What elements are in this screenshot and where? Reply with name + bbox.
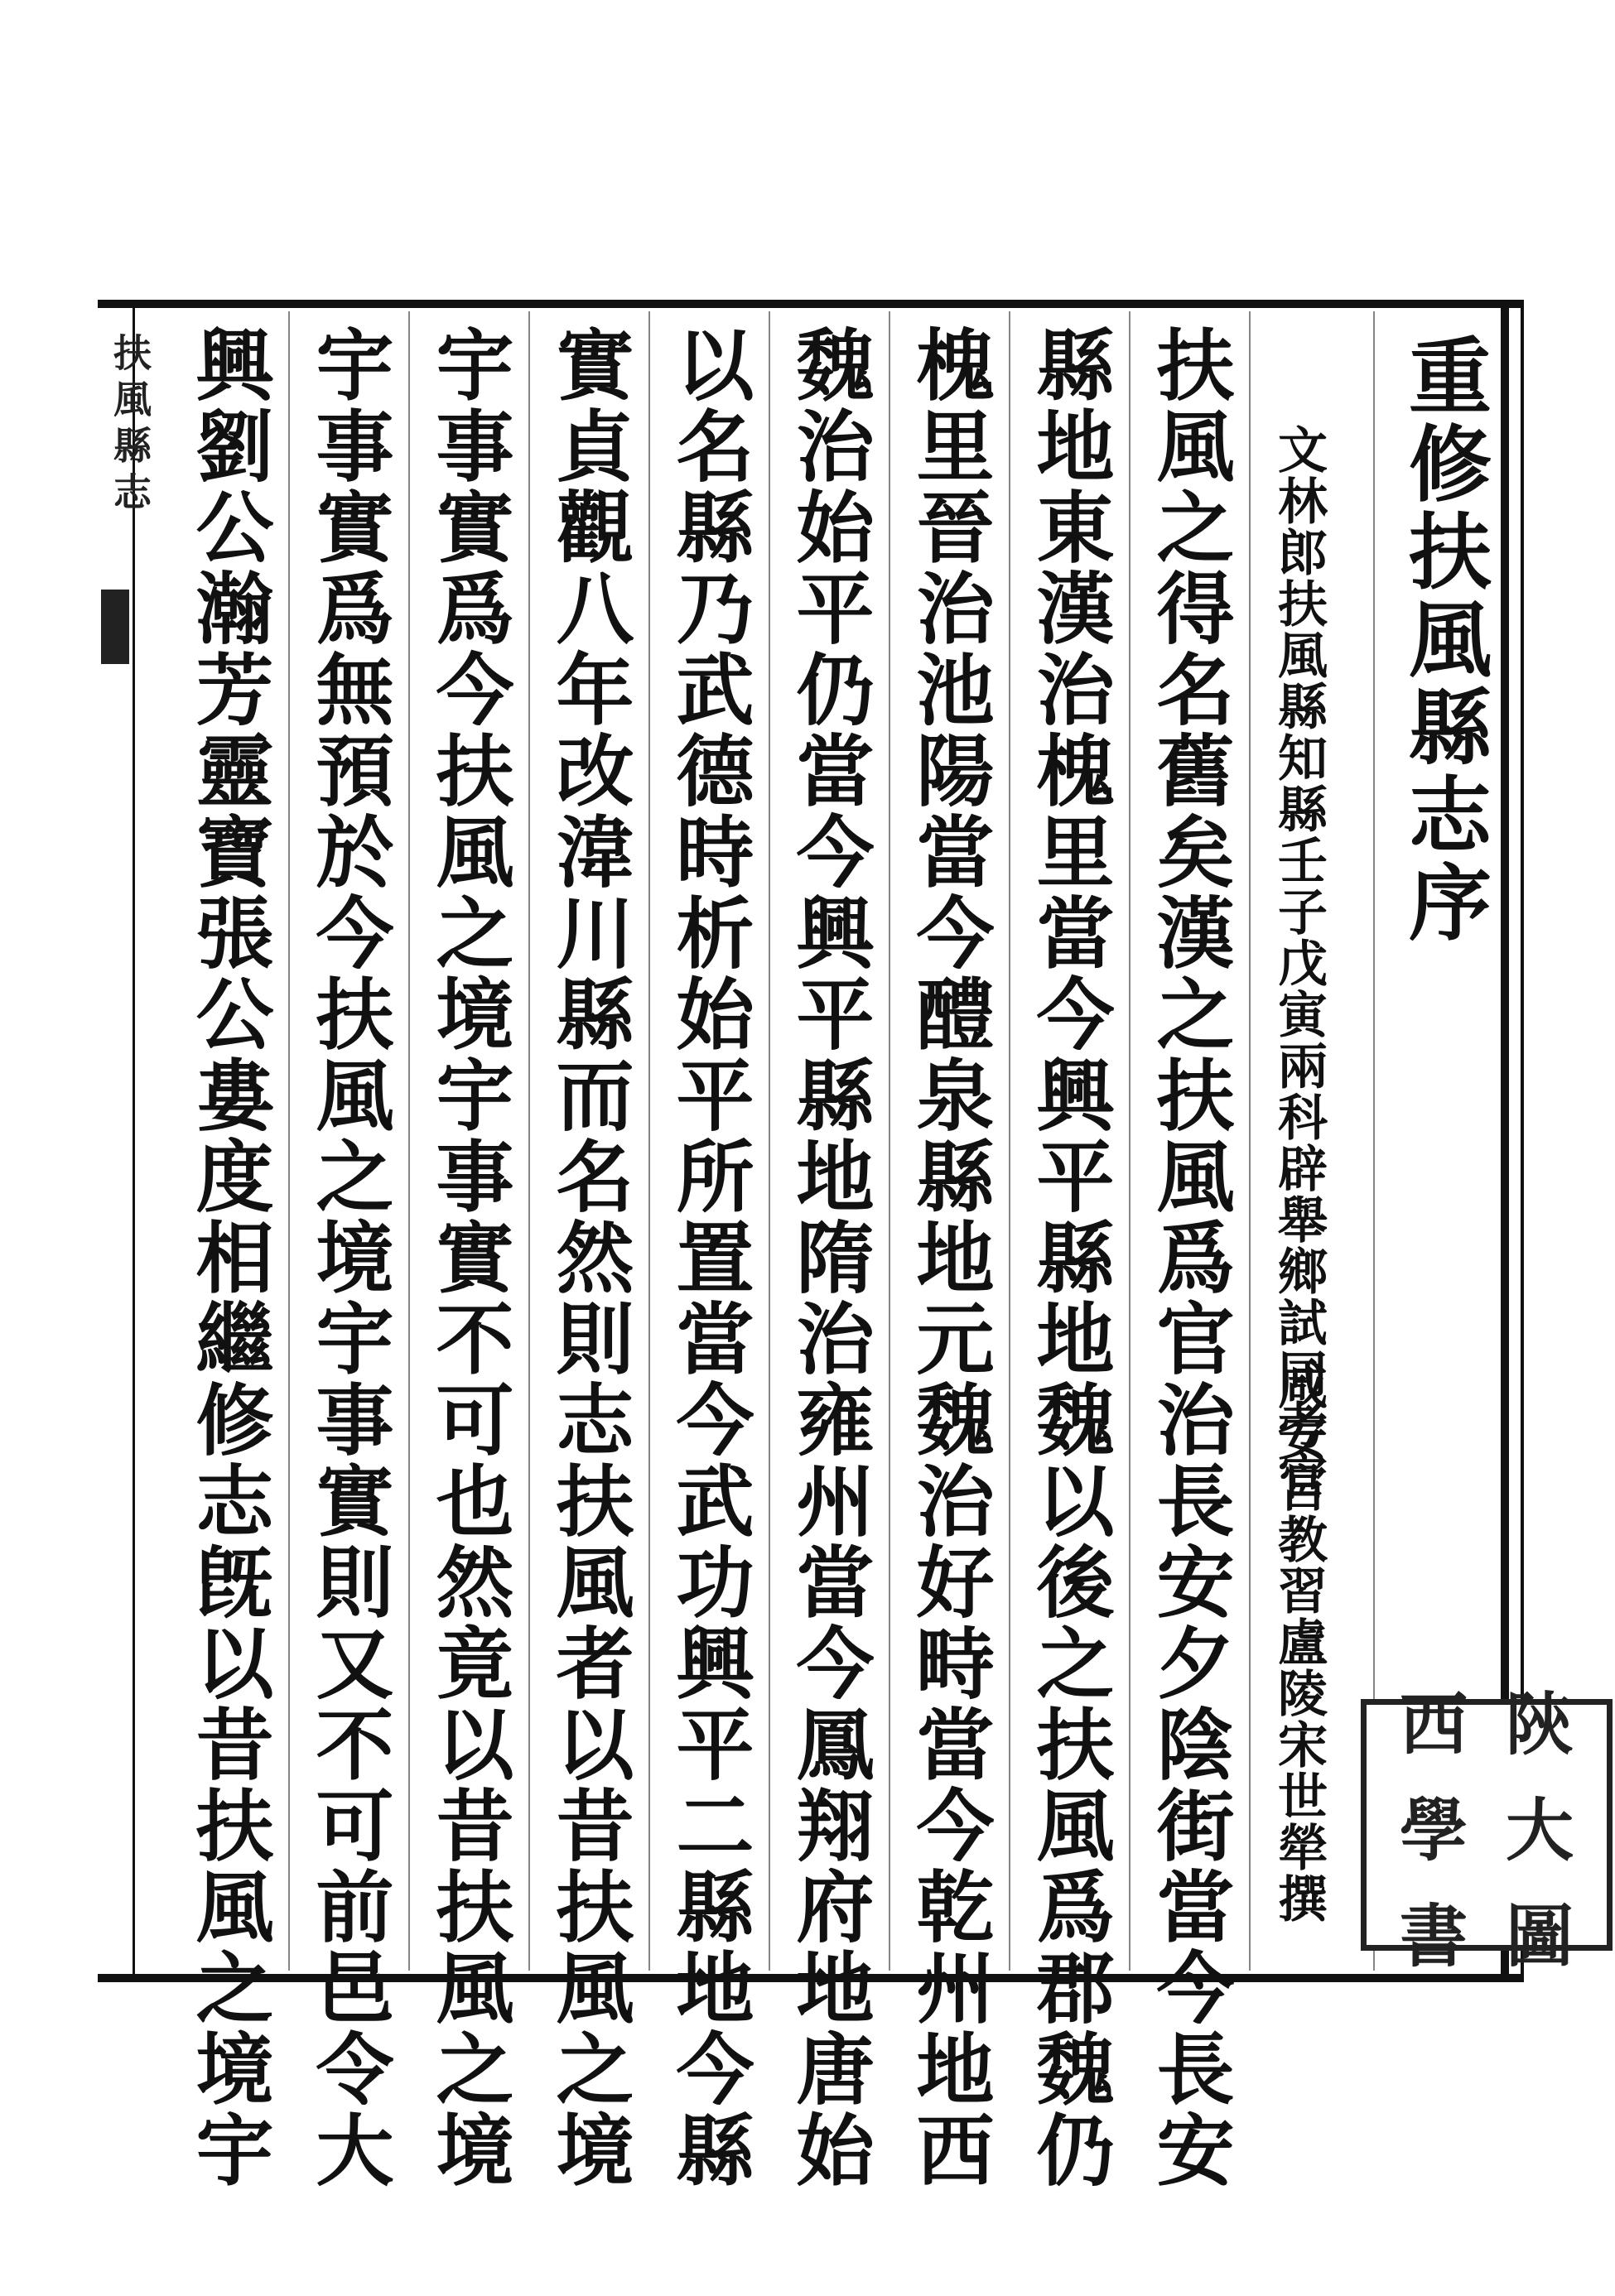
seal-char: 陝 <box>1505 1684 1574 1764</box>
page-frame <box>98 300 1574 2191</box>
column-divider <box>889 311 890 1971</box>
column-divider <box>769 311 770 1971</box>
seal-char: 大 <box>1505 1790 1574 1870</box>
text-column: 縣地東漢治槐里當今興平縣地魏以後之扶風爲郡魏仍 <box>1023 325 1114 2191</box>
seal-char: 學 <box>1399 1790 1468 1870</box>
column-divider <box>1249 311 1251 1971</box>
column-divider <box>1009 311 1010 1971</box>
library-seal <box>1361 1684 1613 1976</box>
text-column: 宇事實爲今扶風之境宇事實不可也然竟以昔扶風之境 <box>422 325 513 2191</box>
byline-part1: 文林郎扶風縣知縣壬子戊寅兩科辟舉鄉試同考官 <box>1270 424 1328 1502</box>
byline-part2: 咸安宮教習盧陵宋世犖撰 <box>1270 1360 1328 1924</box>
column-divider <box>1129 311 1130 1971</box>
seal-char: 西 <box>1399 1684 1468 1764</box>
text-column: 以名縣乃武德時析始平所置當今武功興平二縣地今縣 <box>663 325 754 2191</box>
seal-char: 書 <box>1399 1896 1468 1976</box>
left-margin-rule <box>133 300 135 1982</box>
column-divider <box>288 311 290 1971</box>
margin-fishtail <box>101 590 129 664</box>
column-divider <box>408 311 410 1971</box>
page-title: 重修扶風縣志序 <box>1395 333 1492 947</box>
column-divider <box>528 311 530 1971</box>
top-border <box>98 300 1524 308</box>
text-column: 扶風之得名舊矣漢之扶風爲官治長安夕陰街當今長安 <box>1143 325 1234 2191</box>
seal-char: 圖 <box>1505 1896 1574 1976</box>
text-column: 實貞觀八年改湋川縣而名然則志扶風者以昔扶風之境 <box>542 325 634 2191</box>
text-column: 魏治始平仍當今興平縣地隋治雍州當今鳳翔府地唐始 <box>783 325 874 2191</box>
text-column: 宇事實爲無預於今扶風之境宇事實則又不可前邑令大 <box>302 325 393 2191</box>
text-column: 興劉公瀚芳靈寶張公婁度相繼修志旣以昔扶風之境宇 <box>182 325 273 2191</box>
margin-title: 扶風縣志 <box>108 333 152 518</box>
text-column: 槐里晉治池陽當今醴泉縣地元魏治好畤當今乾州地西 <box>903 325 994 2191</box>
column-divider <box>648 311 650 1971</box>
